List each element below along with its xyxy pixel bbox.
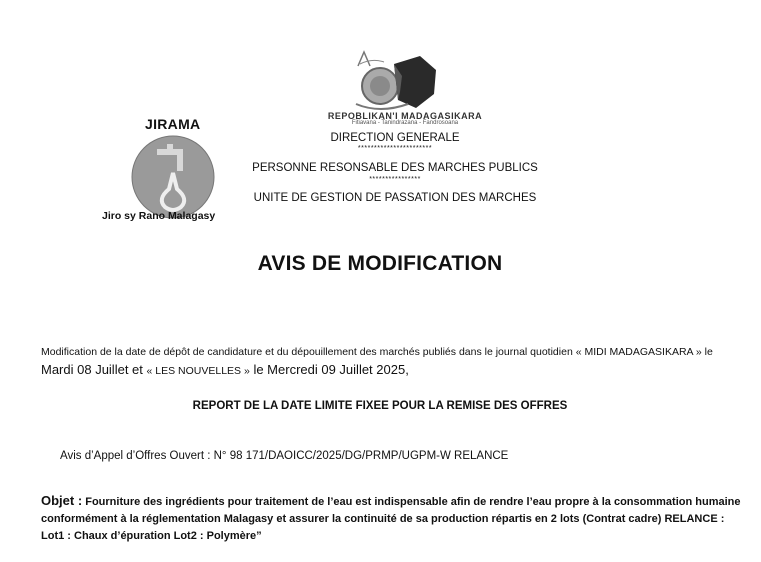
direction-generale: DIRECTION GENERALE [330,132,460,144]
date-midi: Mardi 08 Juillet et [41,362,143,377]
tender-reference: Avis d’Appel d’Offres Ouvert : N° 98 171/DAOICC/2025/DG/PRMP/UGPM-W RELANCE [60,450,509,462]
objet-paragraph [41,492,746,545]
water-tap-drop-icon [131,135,215,219]
separator-stars: **************** [369,176,421,183]
objet-text: Fourniture des ingrédients pour traitement de l’eau est indispensable afin de rendre l’eau propre à la consommation humaine conformément à la réglementation Malagasy et assurer la continuité de sa production répartis en 2 lots (Contrat cadre) RELANCE : Lot1 : Chaux d’épuration Lot2 : Polymère” [41,496,741,542]
prmp-heading: PERSONNE RESONSABLE DES MARCHES PUBLICS [252,162,538,174]
objet-label: Objet : [41,493,83,508]
page-title: AVIS DE MODIFICATION [257,252,503,275]
jirama-slogan: Jiro sy Rano Malagasy [102,210,216,222]
republic-name: REPOBLIKAN'I MADAGASIKARA [327,111,483,121]
national-seal-icon [350,48,440,120]
modification-paragraph: Modification de la date de dépôt de candidature et du dépouillement des marchés publiés dans le journal quotidien « MIDI MADAGASIKARA » le [41,346,713,358]
ugpm-heading: UNITE DE GESTION DE PASSATION DES MARCHES [253,192,537,204]
jirama-name: JIRAMA [145,116,201,132]
modification-dates [41,362,409,377]
journal-nouvelles: « LES NOUVELLES » [146,365,250,377]
separator-stars: *********************** [357,145,433,152]
report-heading: REPORT DE LA DATE LIMITE FIXEE POUR LA REMISE DES OFFRES [192,400,568,412]
republic-motto: Fitiavana - Tanindrazana - Fandrosoana [351,120,459,126]
date-nouvelles: le Mercredi 09 Juillet 2025, [253,362,409,377]
